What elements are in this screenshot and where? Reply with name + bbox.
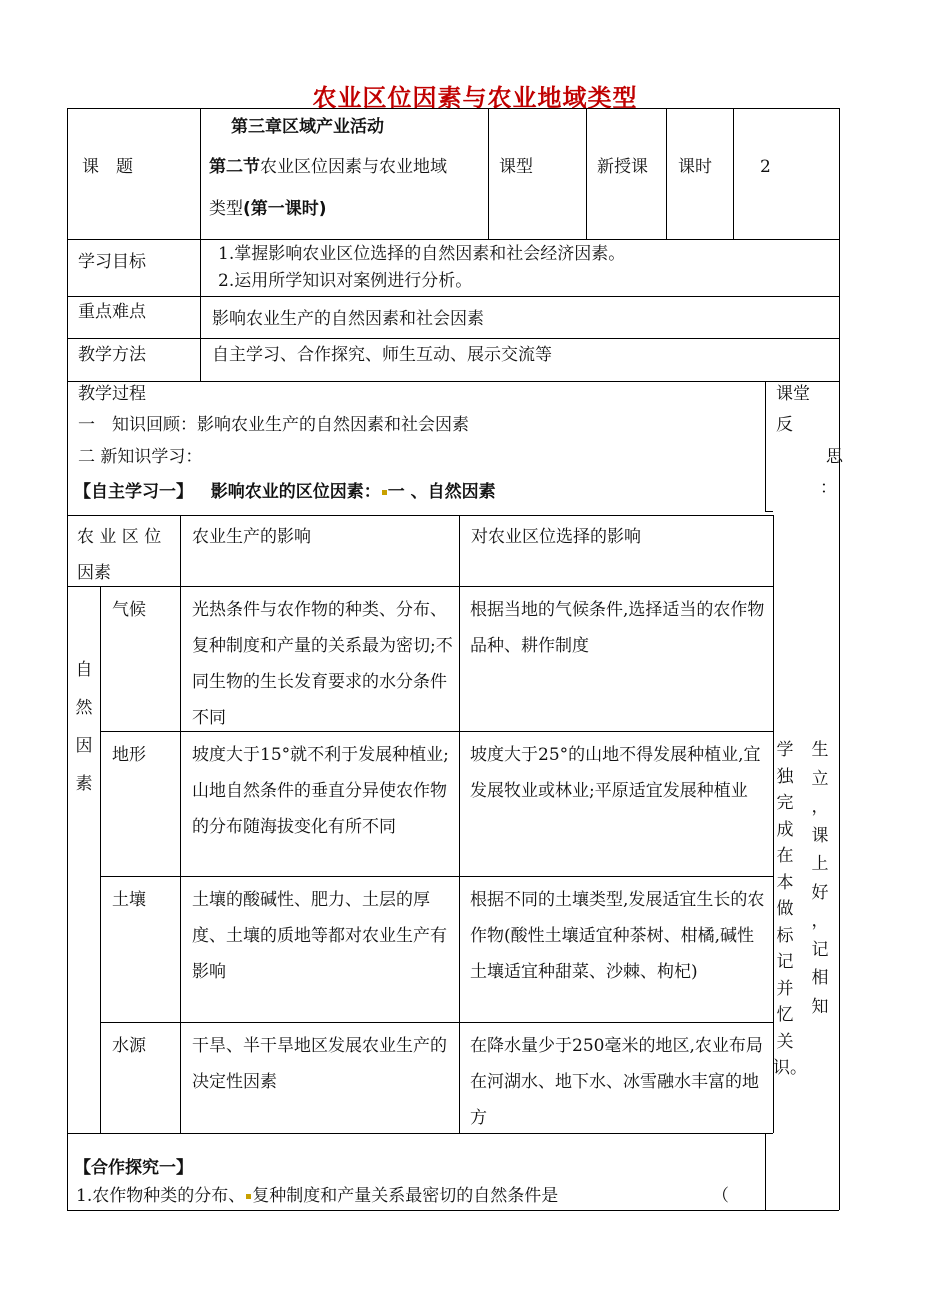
row-divider-2 bbox=[67, 296, 839, 297]
factor-header-choice: 对农业区位选择的影响 bbox=[471, 527, 641, 547]
coop-question-1-rest: 复种制度和产量关系最密切的自然条件是 bbox=[252, 1186, 559, 1206]
factor-name: 水源 bbox=[112, 1036, 146, 1056]
factor-name: 气候 bbox=[112, 600, 146, 620]
header-col-5 bbox=[733, 108, 734, 239]
side-note-char: 知 bbox=[811, 996, 829, 1017]
factor-table-top bbox=[67, 515, 773, 516]
group-label-char: 然 bbox=[75, 698, 93, 718]
process-new: 二 新知识学习： bbox=[78, 447, 203, 467]
side-note-char: 关 bbox=[776, 1031, 794, 1052]
self-study-heading bbox=[74, 482, 496, 502]
self-study-text: 影响农业的区位因素： bbox=[210, 482, 381, 502]
side-note-char: ， bbox=[811, 911, 829, 931]
factor-name: 地形 bbox=[112, 745, 146, 765]
header-col-4 bbox=[666, 108, 667, 239]
topic-chapter: 第三章区域产业活动 bbox=[231, 117, 384, 137]
lesson-type-label: 课型 bbox=[499, 157, 533, 177]
side-note-char: 立 bbox=[811, 768, 829, 789]
method-value: 自主学习、合作探究、师生互动、展示交流等 bbox=[212, 345, 552, 365]
side-note-char: 学 bbox=[776, 740, 794, 760]
header-col-divider bbox=[200, 108, 201, 381]
side-note-char: ， bbox=[811, 797, 829, 817]
side-note-char: 记 bbox=[811, 939, 829, 960]
topic-section-cont bbox=[209, 199, 327, 219]
row-divider-1 bbox=[67, 239, 839, 240]
document-title: 农业区位因素与农业地域类型 bbox=[312, 84, 638, 112]
factor-effect: 土壤的酸碱性、肥力、土层的厚度、土壤的质地等都对农业生产有影响 bbox=[192, 890, 447, 982]
side-note-char: 在 bbox=[776, 846, 794, 866]
side-note-char: 标 bbox=[776, 925, 794, 946]
lesson-type-value: 新授课 bbox=[597, 157, 648, 177]
process-label: 教学过程 bbox=[78, 384, 146, 404]
side-note-char: 生 bbox=[811, 740, 829, 760]
side-note-char: 独 bbox=[776, 766, 794, 787]
header-col-3 bbox=[586, 108, 587, 239]
reflection-colon: ： bbox=[820, 478, 837, 498]
coop-heading: 【合作探究一】 bbox=[74, 1158, 193, 1178]
coop-question-1 bbox=[76, 1186, 558, 1206]
side-note-char: 记 bbox=[776, 952, 794, 972]
side-note-char: 做 bbox=[776, 899, 794, 919]
topic-section bbox=[209, 157, 447, 177]
goal-item-1: 1.掌握影响农业区位选择的自然因素和社会经济因素。 bbox=[218, 244, 626, 264]
frame-top bbox=[67, 108, 839, 109]
group-label-char: 素 bbox=[75, 774, 93, 794]
row-divider-4 bbox=[67, 381, 839, 382]
factor-effect: 坡度大于15°就不利于发展种植业;山地自然条件的垂直分异使农作物的分布随海拔变化有所不同 bbox=[192, 745, 449, 837]
frame-right bbox=[839, 108, 840, 1210]
self-study-bracket: 【自主学习一】 bbox=[74, 482, 193, 502]
topic-section-tail: 类型 bbox=[209, 199, 243, 219]
topic-section-number: 第二节 bbox=[209, 157, 260, 177]
reflection-label-b: 反 bbox=[776, 415, 793, 435]
process-review: 一 知识回顾：影响农业生产的自然因素和社会因素 bbox=[78, 415, 469, 435]
factor-effect: 干旱、半干旱地区发展农业生产的决定性因素 bbox=[192, 1036, 447, 1092]
factor-col-1 bbox=[180, 515, 181, 1133]
group-label-char: 自 bbox=[75, 660, 93, 680]
goal-item-2: 2.运用所学知识对案例进行分析。 bbox=[218, 271, 473, 291]
goals-label: 学习目标 bbox=[78, 252, 146, 272]
side-note-char: 相 bbox=[811, 968, 829, 988]
coop-question-1-start: 1.农作物种类的分布、 bbox=[76, 1186, 246, 1206]
factor-col-right bbox=[773, 515, 774, 1133]
bullet-mark-icon bbox=[246, 1194, 251, 1199]
key-value: 影响农业生产的自然因素和社会因素 bbox=[212, 309, 484, 329]
side-note-char: 并 bbox=[776, 978, 794, 999]
coop-question-1-paren: （ bbox=[712, 1186, 729, 1206]
group-label-char: 因 bbox=[75, 736, 93, 756]
reflection-label-c: 思 bbox=[826, 447, 843, 467]
side-note-char: 好 bbox=[811, 882, 829, 903]
factor-header-effect: 农业生产的影响 bbox=[192, 527, 311, 547]
side-note-char: 上 bbox=[811, 854, 829, 874]
key-label: 重点难点 bbox=[78, 302, 146, 322]
header-col-2 bbox=[488, 108, 489, 239]
bullet-mark-icon bbox=[382, 490, 387, 495]
side-note-char: 忆 bbox=[776, 1005, 794, 1025]
topic-section-name: 农业区位因素与农业地域 bbox=[260, 157, 447, 177]
method-label: 教学方法 bbox=[78, 345, 146, 365]
factor-choice: 根据当地的气候条件,选择适当的农作物品种、耕作制度 bbox=[470, 600, 765, 656]
factor-choice: 在降水量少于250毫米的地区,农业布局在河湖水、地下水、冰雪融水丰富的地方 bbox=[470, 1036, 763, 1128]
frame-bottom bbox=[67, 1210, 839, 1211]
side-note-char: 课 bbox=[811, 825, 829, 846]
row-divider-3 bbox=[67, 338, 839, 339]
lesson-hours-value: 2 bbox=[760, 157, 771, 177]
factor-col-group bbox=[100, 586, 101, 1133]
factor-header-factor: 农 业 区 位因素 bbox=[77, 527, 162, 583]
side-note-char: 本 bbox=[776, 872, 794, 893]
side-note-char: 完 bbox=[776, 793, 794, 813]
side-note-char: 成 bbox=[776, 819, 794, 840]
side-note-char: 识。 bbox=[773, 1058, 807, 1078]
factor-effect: 光热条件与农作物的种类、分布、复种制度和产量的关系最为密切;不同生物的生长发育要求的水分条件不同 bbox=[192, 600, 453, 728]
factor-col-2 bbox=[459, 515, 460, 1133]
reflection-col-divider bbox=[765, 381, 766, 511]
frame-left bbox=[67, 108, 68, 1210]
factor-choice: 根据不同的土壤类型,发展适宜生长的农作物(酸性土壤适宜种茶树、柑橘,碱性土壤适宜种甜菜、沙棘、枸杞) bbox=[470, 890, 765, 982]
factor-name: 土壤 bbox=[112, 890, 146, 910]
factor-row-line-3 bbox=[100, 1022, 773, 1023]
topic-period: (第一课时) bbox=[243, 199, 327, 219]
factor-row-line-2 bbox=[100, 876, 773, 877]
reflection-col-divider-lower bbox=[765, 1133, 766, 1210]
factor-choice: 坡度大于25°的山地不得发展种植业,宜发展牧业或林业;平原适宜发展种植业 bbox=[470, 745, 761, 801]
reflection-label-a: 课堂 bbox=[776, 384, 810, 404]
reflect-divider bbox=[765, 511, 773, 512]
topic-label: 课 题 bbox=[82, 157, 133, 177]
self-study-tail: 一 、自然因素 bbox=[387, 482, 496, 502]
lesson-hours-label: 课时 bbox=[678, 157, 712, 177]
